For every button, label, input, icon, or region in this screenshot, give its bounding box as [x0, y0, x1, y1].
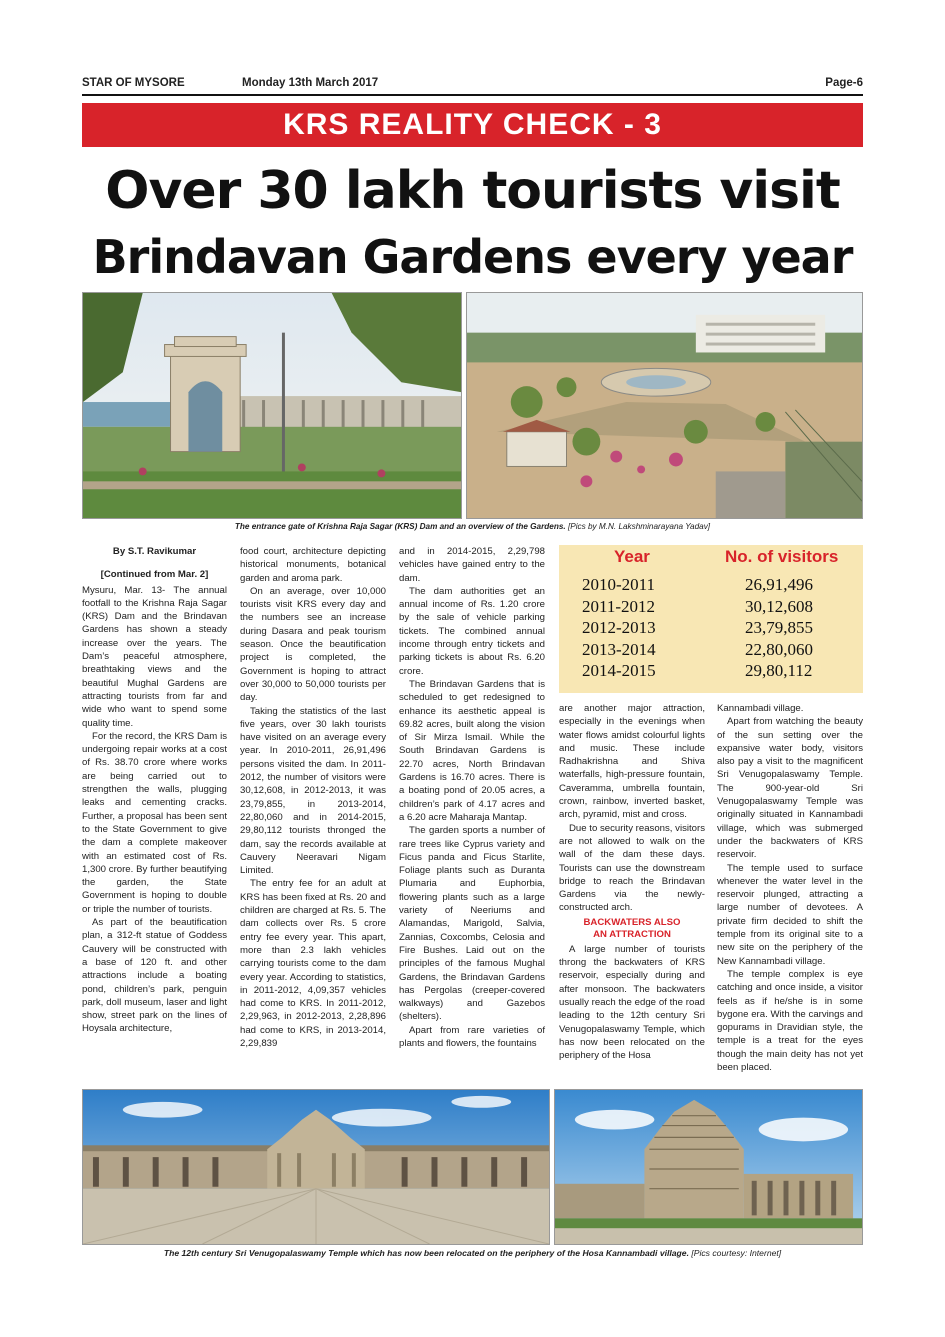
bottom-photo-caption — [82, 1248, 863, 1258]
subheading-line-1: BACKWATERS ALSO — [583, 916, 681, 928]
bottom-caption-text: The 12th century Sri Venugopalaswamy Temple which has now been relocated on the periphery of the Hosa Kannambadi village. — [163, 1248, 689, 1258]
paragraph: Mysuru, Mar. 13- The annual footfall to the Krishna Raja Sagar (KRS) Dam and the Brindavan Gardens has shown a steady increase over the years. The Dam’s peaceful atmosphere, breathtaking views and the beautiful Mughal Gardens are attracting tourists from far and wide who want to spend some quality time. — [82, 584, 227, 729]
top-photo-caption — [82, 522, 863, 531]
paragraph: The dam authorities get an annual income of Rs. 1.20 crore by the sale of vehicle parking tickets. The combined annual income through entry tickets and parking tickets is about Rs. 6.20 crore. — [399, 585, 545, 677]
bottom-caption-credit: [Pics courtesy: Internet] — [691, 1248, 782, 1258]
paragraph: The temple complex is eye catching and once inside, a visitor feels as if he/she is in some bygone era. With the carvings and gopurams in Dravidian style, the temple is a treat for the eyes though the main deity has not yet been placed. — [717, 968, 863, 1074]
paragraph: As part of the beautification plan, a 312-ft statue of Goddess Cauvery will be constructed with a base of 120 ft. and other attractions include a boating pond, children’s park, penguin park, doll museum, laser and light show, street park on the lines of Hoysala architecture, — [82, 917, 227, 1035]
continued-note: [Continued from Mar. 2] — [100, 569, 209, 581]
paragraph: Kannambadi village. — [717, 703, 804, 714]
article-column-3 — [399, 545, 545, 1050]
row-visitors: 22,80,060 — [745, 639, 813, 659]
table-row — [559, 661, 863, 683]
headline-line-1: Over 30 lakh tourists visit — [105, 161, 840, 221]
photo-temple-courtyard — [82, 1089, 550, 1245]
top-caption-credit: [Pics by M.N. Lakshminarayana Yadav] — [567, 522, 711, 531]
paragraph: and in 2014-2015, 2,29,798 vehicles have gained entry to the dam. — [399, 546, 545, 584]
article-column-5 — [717, 702, 863, 1074]
table-row — [559, 640, 863, 662]
row-visitors: 26,91,496 — [745, 575, 813, 594]
row-visitors: 30,12,608 — [745, 596, 813, 616]
header-visitors: No. of visitors — [725, 547, 839, 566]
paragraph: Taking the statistics of the last five years, over 30 lakh tourists have visited on an average every year. In 2010-2011, 26,91,496 persons visited the dam. In 2011-2012, the number of visitors were 30,12,608, in 2012-2013, it was 23,79,855, in 2013-2014, 22,80,060 and in 2014-2015, 29,80,112 tourists thronged the dam, say the records available at Cauvery Neeravari Nigam Limited. — [240, 705, 386, 877]
paragraph: The temple used to surface whenever the water level in the reservoir plunged, attracting a large number of devotees. A private firm decided to shift the temple from its original site to a new site on the periphery of the New Kannambadi village. — [717, 862, 863, 967]
paragraph: Apart from rare varieties of plants and flowers, the fountains — [399, 1024, 545, 1049]
table-row — [559, 575, 863, 597]
newspaper-name: STAR OF MYSORE — [82, 77, 185, 89]
subheading — [559, 917, 705, 941]
row-year: 2012-2013 — [582, 618, 656, 637]
table-row — [559, 597, 863, 619]
article-column-2 — [240, 545, 386, 1050]
row-year: 2010-2011 — [582, 575, 656, 594]
photo-temple-tower — [554, 1089, 863, 1245]
table-header — [559, 545, 863, 569]
paragraph: On an average, over 10,000 tourists visit KRS every day and the numbers see an increase during Dasara and peak tourism season. Once the beautification project is completed, the Government is hoping to attract over 30,000 to 50,000 tourists per day. — [240, 585, 386, 704]
masthead — [82, 77, 863, 93]
header-year: Year — [614, 547, 650, 566]
paragraph: Apart from watching the beauty of the sun setting over the expansive water body, visitors also pay a visit to the magnificent Sri Venugopalaswamy Temple. The 900-year-old Sri Venugopalaswamy Temple was originally situated in Kannambadi village, which was submerged under the backwaters of KRS reservoir. — [717, 716, 863, 861]
visitors-table — [559, 545, 863, 693]
headline-line-2: Brindavan Gardens every year — [92, 230, 853, 284]
issue-date: Monday 13th March 2017 — [242, 77, 379, 89]
paragraph: The Brindavan Gardens that is scheduled to get redesigned to enhance its aesthetic appeal is 69.82 acres, built along the vision of Sir Mirza Ismail. While the South Brindavan Gardens is 22.70 acres, North Brindavan Gardens is 16.70 acres. There is a boating pond of 20.05 acres, a children’s park of 4.17 acres and a 6.20 acre Maharaja Mantap. — [399, 678, 545, 823]
page-number: Page-6 — [825, 77, 863, 89]
photo-gardens-overview — [466, 292, 863, 519]
article-column-4 — [559, 702, 705, 1062]
paragraph: A large number of tourists throng the backwaters of KRS reservoir, especially during and after monsoon. The backwaters usually reach the edge of the road leading to the 12th century Sri Venugopalaswamy Temple, which has now been relocated on the periphery of the Hosa — [559, 943, 705, 1062]
top-caption-text: The entrance gate of Krishna Raja Sagar (KRS) Dam and an overview of the Gardens. — [234, 522, 566, 531]
paragraph: food court, architecture depicting historical monuments, botanical garden and aroma park. — [240, 546, 386, 584]
paragraph: For the record, the KRS Dam is undergoing repair works at a cost of Rs. 38.70 crore where works are being carried out to strengthen the walls, plugging leaks and cementing cracks. Further, a proposal has been sent to the State Government to give the dam a complete makeover with an estimated cost of Rs. 1,300 crore. By further beautifying the garden, the State Government is hoping to double or triple the number of tourists. — [82, 730, 227, 915]
subheading-line-2: AN ATTRACTION — [593, 928, 671, 940]
paragraph: The entry fee for an adult at KRS has been fixed at Rs. 20 and children are charged at Rs. 5. The dam collects over Rs. 5 crore entry fee every year. This apart, more than 2.3 lakh vehicles carrying tourists come to the dam every year. According to statistics, in 2011-2012, 4,09,357 vehicles had come to KRS. In 2011-2012, 2,29,963, in 2012-2013, 2,28,896 had come to KRS, in 2013-2014, 2,29,839 — [240, 878, 386, 1049]
section-banner: KRS REALITY CHECK - 3 — [82, 103, 863, 147]
row-year: 2011-2012 — [582, 596, 656, 616]
table-row — [559, 618, 863, 640]
byline: By S.T. Ravikumar — [112, 546, 197, 557]
article-column-1 — [82, 543, 227, 1036]
paragraph: The garden sports a number of rare trees like Cyprus variety and Ficus panda and Ficus Starlite, Foliage plants such as Duranta Plumaria and Euphorbia, flowering plants such as a large variety of Neeriums and Alamandas, Marigold, Salvia, Zannias, Coxcombs, Celosia and Fire Bushes. Laid out on the principles of the famous Mughal Gardens, the Brindavan Gardens has Pergolas (creeper-covered walkways) and Gazebos (shelters). — [399, 825, 545, 1023]
row-visitors: 29,80,112 — [745, 661, 813, 680]
paragraph: Due to security reasons, visitors are not allowed to walk on the wall of the dam these days. Tourists can use the downstream bridge to reach the Brindavan Gardens via the newly-constructed arch. — [559, 822, 705, 914]
row-visitors: 23,79,855 — [745, 618, 813, 637]
photo-krs-entrance-gate — [82, 292, 462, 519]
row-year: 2013-2014 — [582, 639, 656, 659]
row-year: 2014-2015 — [582, 661, 656, 680]
masthead-rule — [82, 94, 863, 96]
paragraph: are another major attraction, especially in the evenings when water flows amidst colourful lights and music. These include Radhakrishna and Shiva waterfalls, high-pressure fountain, Caveramma, umbrella fountain, crown, rainbow, inverted basket, arch, pyramid, mist and cross. — [559, 703, 705, 821]
